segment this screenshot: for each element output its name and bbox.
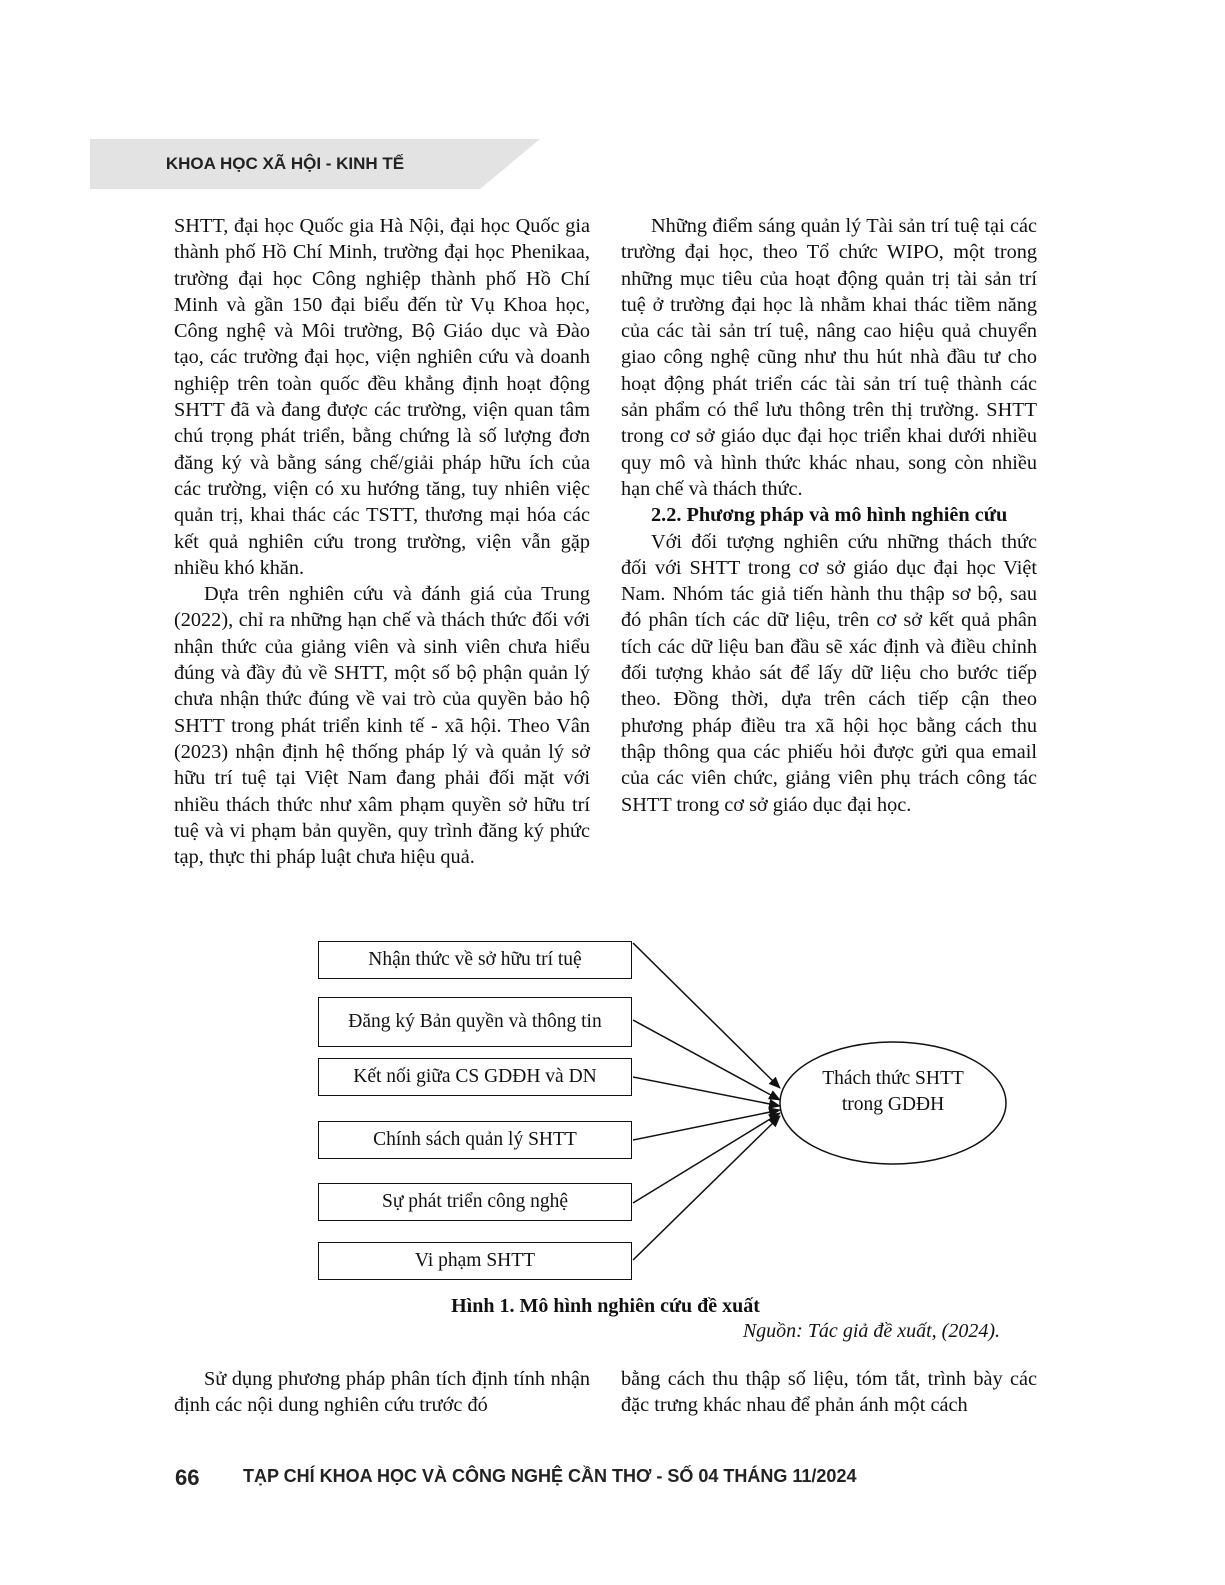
figure-caption: Hình 1. Mô hình nghiên cứu đề xuất [451,1295,760,1317]
arrow [633,943,780,1088]
arrow [633,1113,780,1203]
arrow [633,1116,780,1260]
target-label-line: trong GDĐH [841,1094,945,1115]
section-heading: 2.2. Phương pháp và mô hình nghiên cứu [651,504,1008,527]
arrow [633,1077,780,1106]
journal-title: TẠP CHÍ KHOA HỌC VÀ CÔNG NGHỆ CẦN THƠ - SỐ 04 THÁNG 11/2024 [243,1466,857,1486]
target-label-line: Thách thức SHTT [822,1068,964,1089]
paragraph: bằng cách thu thập số liệu, tóm tắt, trình bày các đặc trưng khác nhau để phản ánh một cách [621,1368,1037,1417]
page-number: 66 [175,1465,200,1490]
arrow [633,1110,780,1140]
factor-box: Nhận thức về sở hữu trí tuệ [318,941,632,979]
paragraph: SHTT, đại học Quốc gia Hà Nội, đại học Quốc gia thành phố Hồ Chí Minh, trường đại học Phenikaa, trường đại học Công nghiệp thành phố Hồ Chí Minh và gần 150 đại biểu đến từ Vụ Khoa học, Công nghệ và Môi trường, Bộ Giáo dục và Đào tạo, các trường đại học, viện nghiên cứu và doanh nghiệp trên toàn quốc đều khẳng định hoạt động SHTT đã và đang được các trường, viện quan tâm chú trọng phát triển, bằng chứng là số lượng đơn đăng ký và bằng sáng chế/giải pháp hữu ích của các trường, viện có xu hướng tăng, tuy nhiên việc quản trị, khai thác các TSTT, thương mại hóa các kết quả nghiên cứu trong trường, viện vẫn gặp nhiều khó khăn. [174,215,590,579]
left-column-continued [174,1366,590,1419]
paragraph: Những điểm sáng quản lý Tài sản trí tuệ tại các trường đại học, theo Tổ chức WIPO, một trong những mục tiêu của hoạt động quản trị tài sản trí tuệ ở trường đại học là nhằm khai thác tiềm năng của các tài sản trí tuệ, nâng cao hiệu quả chuyển giao công nghệ cũng như thu hút nhà đầu tư cho hoạt động phát triển các tài sản trí tuệ thành các sản phẩm có thể lưu thông trên thị trường. SHTT trong cơ sở giáo dục đại học triển khai dưới nhiều quy mô và hình thức khác nhau, song còn nhiều hạn chế và thách thức. [621,215,1037,500]
factor-box: Sự phát triển công nghệ [318,1183,632,1221]
paragraph: Dựa trên nghiên cứu và đánh giá của Trung (2022), chỉ ra những hạn chế và thách thức đối với nhận thức của giảng viên và sinh viên chưa hiểu đúng và đầy đủ về SHTT, một số bộ phận quản lý chưa nhận thức đúng về vai trò của quyền bảo hộ SHTT trong phát triển kinh tế - xã hội. Theo Vân (2023) nhận định hệ thống pháp lý và quản lý sở hữu trí tuệ tại Việt Nam đang phải đối mặt với nhiều thách thức như xâm phạm quyền sở hữu trí tuệ và vi phạm bản quyền, quy trình đăng ký phức tạp, thực thi pháp luật chưa hiệu quả. [174,583,590,869]
research-model-diagram [318,938,1008,1288]
paragraph: Với đối tượng nghiên cứu những thách thức đối với SHTT trong cơ sở giáo dục đại học Việt Nam. Nhóm tác giả tiến hành thu thập sơ bộ, sau đó phân tích các dữ liệu, trên cơ sở kết quả phân tích các dữ liệu ban đầu sẽ xác định và điều chỉnh đối tượng khảo sát để lấy dữ liệu cho bước tiếp theo. Đồng thời, dựa trên cách tiếp cận theo phương pháp điều tra xã hội học bằng cách thu thập thông qua các phiếu hỏi được gửi qua email của các viên chức, giảng viên phụ trách công tác SHTT trong cơ sở giáo dục đại học. [621,530,1037,816]
arrow [633,1020,780,1100]
figure-source: Nguồn: Tác giả đề xuất, (2024). [742,1320,1000,1342]
factor-box: Chính sách quản lý SHTT [318,1121,632,1159]
section-title: KHOA HỌC XÃ HỘI - KINH TẾ [165,154,405,173]
target-label [780,1066,1006,1118]
paragraph: Sử dụng phương pháp phân tích định tính nhận định các nội dung nghiên cứu trước đó [174,1368,590,1417]
factor-box: Đăng ký Bản quyền và thông tin [318,997,632,1047]
factor-box: Vi phạm SHTT [318,1242,632,1280]
left-column [174,213,590,870]
section-banner [90,139,540,189]
right-column [621,213,1037,818]
right-column-continued [621,1366,1037,1419]
factor-box: Kết nối giữa CS GDĐH và DN [318,1058,632,1096]
